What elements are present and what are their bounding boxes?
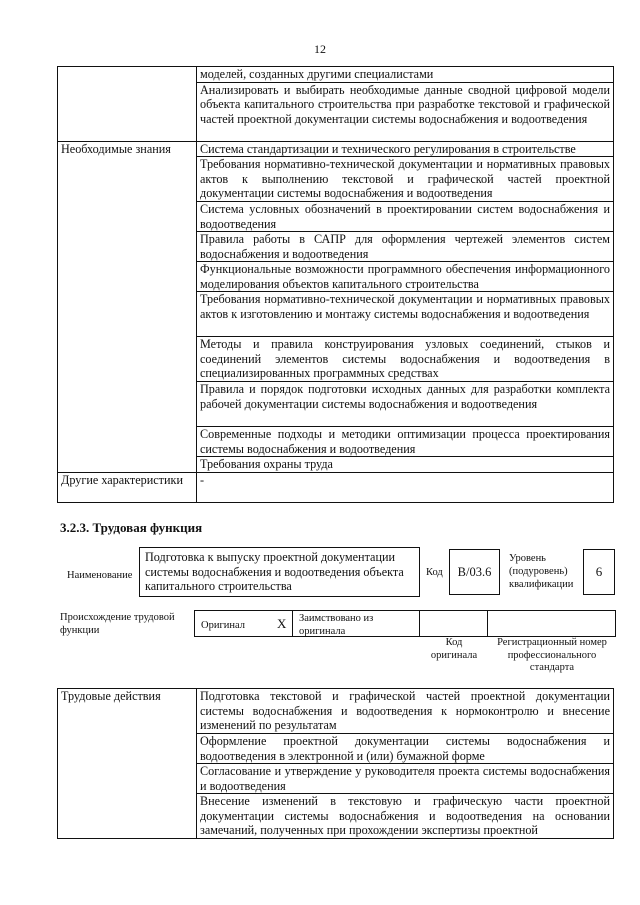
origin-borrowed-box: [292, 610, 420, 637]
knowledge-row: Система стандартизации и технического регулирования в строительстве: [197, 141, 614, 157]
labor-label: Трудовые действия: [58, 689, 197, 839]
level-label: Уровень (подуровень) квалификации: [509, 553, 574, 590]
knowledge-table: [57, 66, 614, 503]
borrowed-label: Заимствовано из оригинала: [299, 613, 374, 637]
level-box: [583, 549, 615, 595]
page-number: 12: [314, 42, 326, 56]
knowledge-row: Требования нормативно-технической документации и нормативных правовых актов к изготовлению и монтажу системы водоснабжения и водоотведения: [197, 292, 614, 337]
knowledge-row: Методы и правила конструирования узловых соединений, стыков и соединений элементов системы водоснабжения и водоотведения в специализированных программных средствах: [197, 337, 614, 382]
reg-caption: Регистрационный номер профессионального стандарта: [497, 637, 607, 673]
other-value: -: [197, 472, 614, 502]
original-mark: X: [277, 616, 287, 631]
name-label: Наименование: [67, 570, 133, 581]
code-label: Код: [426, 567, 443, 578]
original-label: Оригинал: [201, 620, 245, 631]
other-label: Другие характеристики: [58, 472, 197, 502]
labor-table: [57, 688, 614, 839]
code-caption: Код оригинала: [430, 637, 478, 661]
empty-label-cell: [58, 67, 197, 142]
knowledge-row: Функциональные возможности программного обеспечения информационного моделирования объектов капитального строительства: [197, 262, 614, 292]
labor-row: Подготовка текстовой и графической частей проектной документации системы водоснабжения и водоотведения к нормоконтролю и внесение изменений по результатам: [197, 689, 614, 734]
skill-row: моделей, созданных другими специалистами: [197, 67, 614, 83]
labor-row: Внесение изменений в текстовую и графическую части проектной документации системы водоснабжения и водоотведения на основании замечаний, полученных при прохождении экспертизы проектной: [197, 794, 614, 839]
skill-row: Анализировать и выбирать необходимые данные сводной цифровой модели объекта капитального строительства при разработке текстовой и графической частей проектной документации системы водоснабжения и водоотведения: [197, 82, 614, 141]
knowledge-row: Современные подходы и методики оптимизации процесса проектирования системы водоснабжения и водоотведения: [197, 427, 614, 457]
level-value: 6: [595, 564, 603, 579]
code-box: [449, 549, 500, 595]
knowledge-row: Требования охраны труда: [197, 457, 614, 473]
knowledge-row: Правила работы в САПР для оформления чертежей элементов систем водоснабжения и водоотведения: [197, 232, 614, 262]
origin-label: Происхождение трудовой функции: [60, 612, 175, 636]
origin-reg-box: [487, 610, 616, 637]
labor-row: Оформление проектной документации системы водоснабжения и водоотведения в электронной и (или) бумажной форме: [197, 734, 614, 764]
function-name: Подготовка к выпуску проектной документации системы водоснабжения и водоотведения объекта капитального строительства: [145, 550, 404, 593]
origin-original-box: [194, 610, 293, 637]
origin-code-box: [419, 610, 488, 637]
knowledge-row: Правила и порядок подготовки исходных данных для разработки комплекта рабочей документации системы водоснабжения и водоотведения: [197, 382, 614, 427]
knowledge-row: Система условных обозначений в проектировании систем водоснабжения и водоотведения: [197, 202, 614, 232]
code-value: B/03.6: [457, 564, 492, 579]
labor-row: Согласование и утверждение у руководителя проекта системы водоснабжения и водоотведения: [197, 764, 614, 794]
knowledge-row: Требования нормативно-технической документации и нормативных правовых актов к выполнению текстовой и графической частей проектной документации системы водоснабжения и водоотведения: [197, 157, 614, 202]
function-name-box: [139, 547, 420, 597]
section-title: 3.2.3. Трудовая функция: [60, 520, 203, 535]
knowledge-label: Необходимые знания: [58, 141, 197, 472]
